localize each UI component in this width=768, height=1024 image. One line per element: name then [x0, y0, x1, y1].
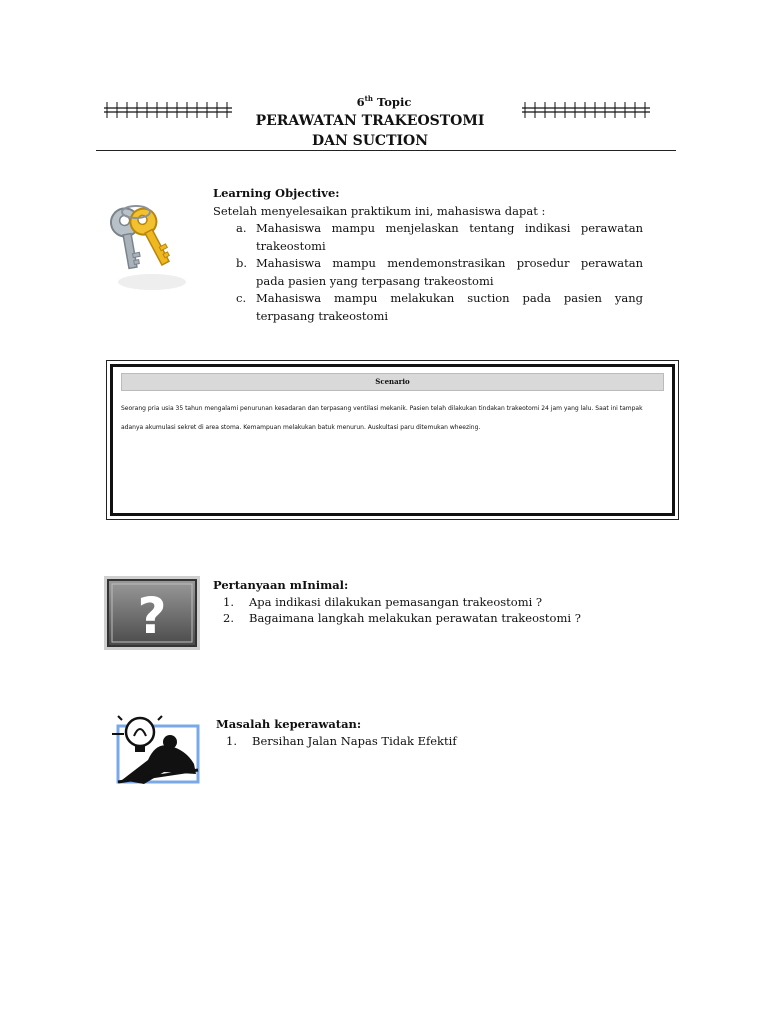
page-title-line1: PERAWATAN TRAKEOSTOMI: [255, 113, 485, 129]
question-mark-icon: [104, 576, 200, 650]
keys-icon: [100, 198, 192, 298]
lightbulb-icon: [104, 712, 202, 788]
page-title-line2: DAN SUCTION: [311, 133, 429, 149]
questions-section: [213, 577, 643, 627]
learning-objective-heading: Learning Objective:: [213, 186, 340, 200]
topic-label: 6th Topic: [356, 94, 412, 109]
header-divider: [96, 150, 676, 151]
learning-objective-section: [213, 185, 643, 325]
nursing-problem-list: [216, 733, 646, 750]
list-item: c. Mahasiswa mampu melakukan suction pada pasien yang terpasang trakeostomi: [236, 291, 643, 323]
list-item: a. Mahasiswa mampu menjelaskan tentang indikasi perawatan trakeostomi: [236, 221, 643, 253]
questions-heading: Pertanyaan mInimal:: [213, 578, 349, 592]
list-item: b. Mahasiswa mampu mendemonstrasikan prosedur perawatan pada pasien yang terpasang trakeostomi: [236, 256, 643, 288]
questions-list: [213, 594, 643, 627]
list-item: 2. Bagaimana langkah melakukan perawatan trakeostomi ?: [223, 611, 581, 625]
scenario-text: Seorang pria usia 35 tahun mengalami penurunan kesadaran dan terpasang ventilasi mekanik. Pasien telah dilakukan tindakan trakeotomi 24 jam yang lalu. Saat ini tampak adanya akumulasi sekret di area stoma. Kemampuan melakukan batuk menurun. Auskultasi paru ditemukan wheezing.: [121, 405, 643, 431]
scenario-inner-frame: [110, 364, 675, 516]
learning-objective-intro: Setelah menyelesaikan praktikum ini, mahasiswa dapat :: [213, 203, 546, 218]
learning-objective-list: [213, 220, 643, 325]
nursing-problem-section: [216, 716, 646, 749]
nursing-problem-heading: Masalah keperawatan:: [216, 717, 362, 731]
list-item: 1. Apa indikasi dilakukan pemasangan trakeostomi ?: [223, 594, 543, 609]
svg-text:?: ?: [137, 587, 167, 645]
scenario-box: [106, 360, 679, 520]
list-item: 1. Bersihan Jalan Napas Tidak Efektif: [226, 733, 457, 748]
scenario-heading: Scenario: [121, 373, 664, 391]
